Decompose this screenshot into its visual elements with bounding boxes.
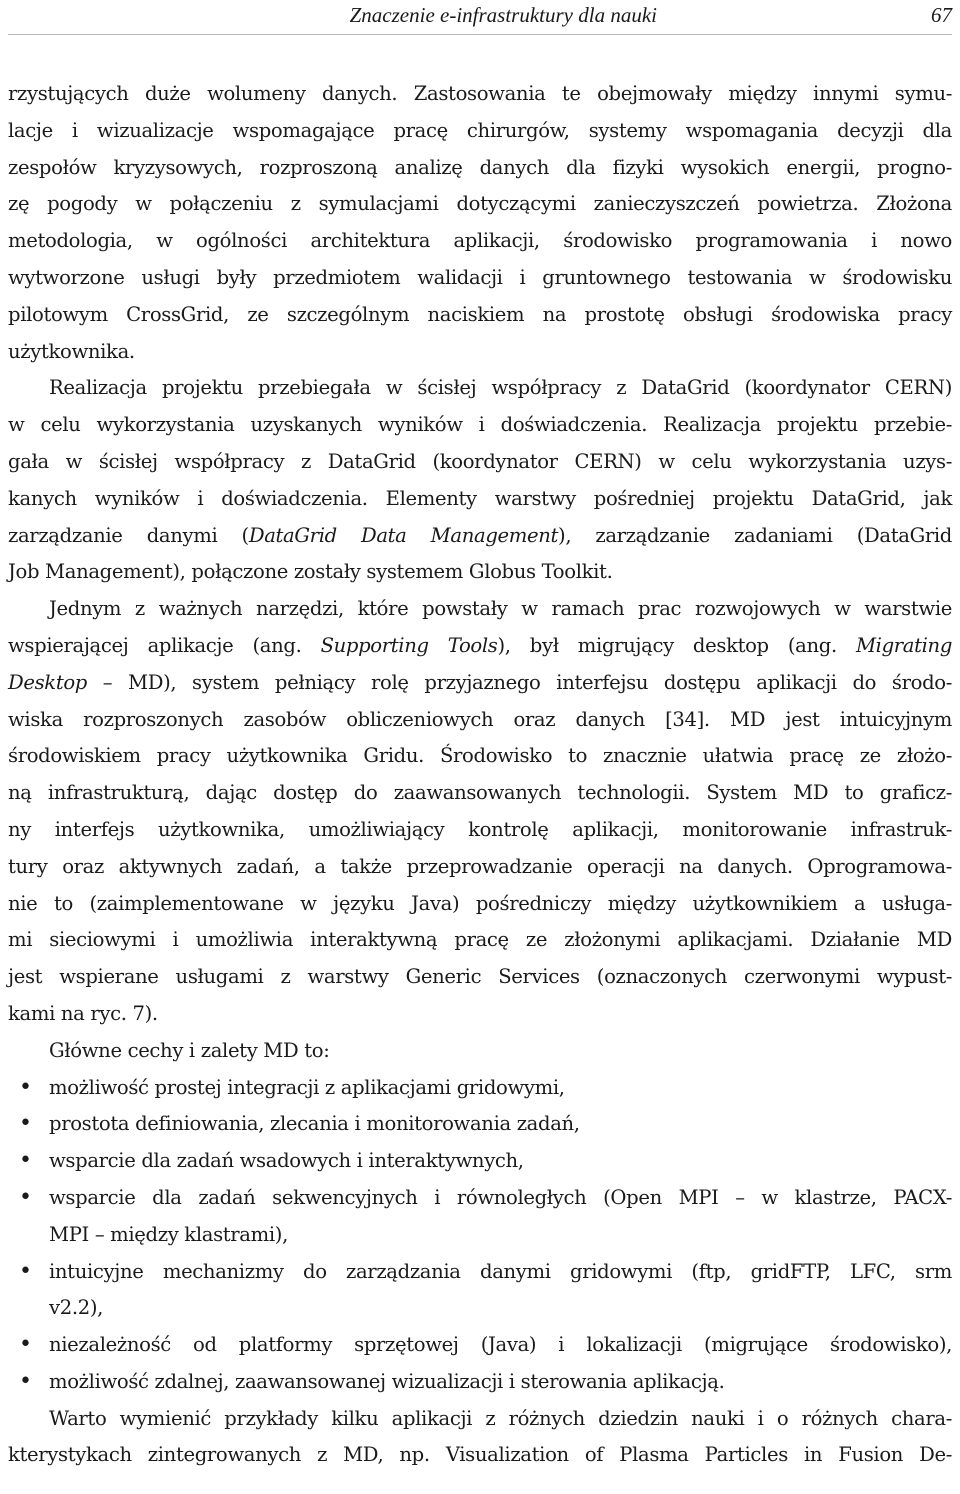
bullet-icon: • bbox=[19, 1184, 32, 1210]
text-line bbox=[8, 591, 952, 628]
text-line bbox=[8, 150, 952, 187]
text-run: gała w ścisłej współpracy z DataGrid (koordynator CERN) w celu wykorzystania uzys- bbox=[8, 449, 952, 473]
text-run: MPI – między klastrami), bbox=[49, 1222, 288, 1246]
bullet-item-line bbox=[8, 1364, 952, 1401]
bullet-item-line bbox=[8, 1070, 952, 1107]
text-run: rzystujących duże wolumeny danych. Zastosowania te obejmowały między innymi symu- bbox=[8, 82, 952, 105]
text-run: mi sieciowymi i umożliwia interaktywną pracę ze złożonymi aplikacjami. Działanie MD bbox=[8, 928, 952, 952]
bullet-icon: • bbox=[19, 1368, 32, 1394]
text-line bbox=[8, 922, 952, 959]
text-line bbox=[8, 223, 952, 260]
text-line bbox=[8, 186, 952, 223]
bullet-item-continuation bbox=[8, 1290, 952, 1327]
text-run: zarządzanie danymi ( bbox=[8, 523, 249, 547]
text-run: możliwość zdalnej, zaawansowanej wizualizacji i sterowania aplikacją. bbox=[49, 1369, 725, 1393]
text-run: prostota definiowania, zlecania i monitorowania zadań, bbox=[49, 1112, 580, 1136]
text-line bbox=[8, 334, 952, 371]
text-line bbox=[8, 1401, 952, 1438]
text-line bbox=[8, 554, 952, 591]
text-line bbox=[8, 481, 952, 518]
text-line bbox=[8, 1437, 952, 1474]
text-line bbox=[8, 996, 952, 1033]
text-line bbox=[8, 518, 952, 555]
text-run: Realizacja projektu przebiegała w ścisłej współpracy z DataGrid (koordynator CERN) bbox=[49, 376, 952, 400]
text-line bbox=[8, 1033, 952, 1070]
bullet-item-line bbox=[8, 1106, 952, 1143]
text-run: wytworzone usługi były przedmiotem walidacji i gruntownego testowania w środowisku bbox=[8, 265, 952, 289]
text-run: kanych wyników i doświadczenia. Elementy warstwy pośredniej projektu DataGrid, jak bbox=[8, 486, 952, 510]
running-title: Znaczenie e-infrastruktury dla nauki bbox=[349, 3, 657, 27]
italic-term: Migrating bbox=[855, 633, 953, 657]
text-line bbox=[8, 665, 952, 702]
text-run: jest wspierane usługami z warstwy Generic Services (oznaczonych czerwonymi wypust- bbox=[8, 965, 952, 989]
bullet-icon: • bbox=[19, 1074, 32, 1100]
text-run: nie to (zaimplementowane w języku Java) pośredniczy między użytkownikiem a usługa- bbox=[8, 891, 952, 915]
text-line bbox=[8, 959, 952, 996]
bullet-icon: • bbox=[19, 1111, 32, 1137]
text-run: wiska rozproszonych zasobów obliczeniowych oraz danych [34]. MD jest intuicyjnym bbox=[8, 707, 952, 731]
text-run: – MD), system pełniący rolę przyjaznego interfejsu dostępu aplikacji do środo- bbox=[87, 670, 952, 694]
text-run: kami na ryc. 7). bbox=[8, 1001, 158, 1025]
body-text bbox=[8, 76, 952, 1474]
text-line bbox=[8, 407, 952, 444]
italic-term: Desktop bbox=[8, 670, 87, 694]
text-run: Job Management), połączone zostały systemem Globus Toolkit. bbox=[8, 560, 613, 584]
text-run: Główne cechy i zalety MD to: bbox=[49, 1038, 330, 1062]
text-run: możliwość prostej integracji z aplikacjami gridowymi, bbox=[49, 1075, 565, 1099]
text-line bbox=[8, 628, 952, 665]
text-run: wsparcie dla zadań sekwencyjnych i równoległych (Open MPI – w klastrze, PACX- bbox=[49, 1185, 952, 1209]
text-run: pilotowym CrossGrid, ze szczególnym naciskiem na prostotę obsługi środowiska pracy bbox=[8, 302, 952, 326]
text-run: lacje i wizualizacje wspomagające pracę chirurgów, systemy wspomagania decyzji dla bbox=[8, 118, 952, 142]
bullet-item-line bbox=[8, 1180, 952, 1217]
bullet-icon: • bbox=[19, 1148, 32, 1174]
bullet-item-continuation bbox=[8, 1217, 952, 1254]
text-run: metodologia, w ogólności architektura aplikacji, środowisko programowania i nowo bbox=[8, 229, 952, 253]
text-run: ), był migrujący desktop (ang. bbox=[497, 633, 856, 657]
text-run: zespołów kryzysowych, rozproszoną analizę danych dla fizyki wysokich energii, progno- bbox=[8, 155, 952, 179]
text-line bbox=[8, 738, 952, 775]
italic-term: Supporting Tools bbox=[320, 633, 498, 657]
bullet-item-line bbox=[8, 1254, 952, 1291]
text-run: użytkownika. bbox=[8, 339, 135, 363]
bullet-item-line bbox=[8, 1327, 952, 1364]
text-line bbox=[8, 113, 952, 150]
text-run: tury oraz aktywnych zadań, a także przeprowadzanie operacji na danych. Oprogramowa- bbox=[8, 854, 952, 878]
text-line bbox=[8, 775, 952, 812]
text-run: Jednym z ważnych narzędzi, które powstały w ramach prac rozwojowych w warstwie bbox=[49, 597, 952, 621]
text-line bbox=[8, 370, 952, 407]
text-run: niezależność od platformy sprzętowej (Java) i lokalizacji (migrujące środowisko), bbox=[49, 1333, 952, 1357]
italic-term: DataGrid Data Management bbox=[248, 523, 559, 547]
text-run: v2.2), bbox=[49, 1296, 104, 1320]
text-line bbox=[8, 849, 952, 886]
text-run: w celu wykorzystania uzyskanych wyników i doświadczenia. Realizacja projektu przebie- bbox=[8, 413, 952, 437]
text-run: wspierającej aplikacje (ang. bbox=[8, 633, 321, 657]
text-line bbox=[8, 76, 952, 113]
text-line bbox=[8, 297, 952, 334]
text-run: środowiskiem pracy użytkownika Gridu. Środowisko to znacznie ułatwia pracę ze złożo- bbox=[8, 744, 952, 768]
text-run: ną infrastrukturą, dając dostęp do zaawansowanych technologii. System MD to graficz- bbox=[8, 781, 952, 805]
text-run: Warto wymienić przykłady kilku aplikacji z różnych dziedzin nauki i o różnych chara- bbox=[49, 1406, 952, 1430]
text-run: ), zarządzanie zadaniami (DataGrid bbox=[558, 523, 952, 547]
bullet-icon: • bbox=[19, 1332, 32, 1358]
text-line bbox=[8, 886, 952, 923]
text-run: intuicyjne mechanizmy do zarządzania danymi gridowymi (ftp, gridFTP, LFC, srm bbox=[49, 1259, 952, 1283]
text-run: kterystykach zintegrowanych z MD, np. Visualization of Plasma Particles in Fusion De- bbox=[8, 1443, 952, 1467]
text-line bbox=[8, 260, 952, 297]
text-line bbox=[8, 444, 952, 481]
bullet-item-line bbox=[8, 1143, 952, 1180]
text-run: wsparcie dla zadań wsadowych i interaktywnych, bbox=[49, 1149, 524, 1173]
page-number: 67 bbox=[931, 3, 952, 27]
text-run: ny interfejs użytkownika, umożliwiający kontrolę aplikacji, monitorowanie infrastruk- bbox=[8, 817, 952, 841]
text-line bbox=[8, 702, 952, 739]
running-header bbox=[8, 0, 952, 35]
text-run: zę pogody w połączeniu z symulacjami dotyczącymi zanieczyszczeń powietrza. Złożona bbox=[8, 192, 952, 216]
text-line bbox=[8, 812, 952, 849]
bullet-icon: • bbox=[19, 1258, 32, 1284]
